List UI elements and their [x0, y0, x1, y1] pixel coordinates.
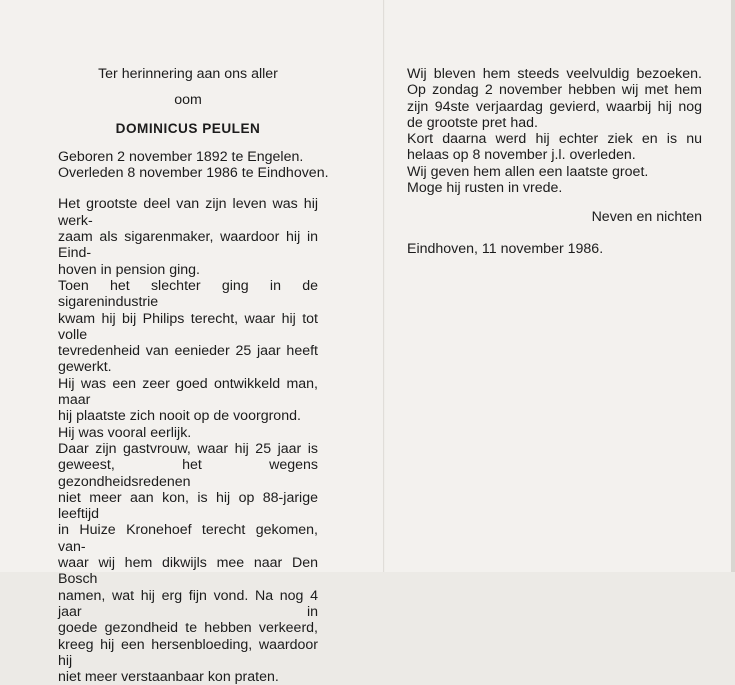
relation-text: oom — [174, 92, 202, 109]
signature: Neven en nichten — [591, 209, 702, 226]
bio-line: kreeg hij een hersenbloeding, waardoor hij — [58, 636, 318, 669]
bio-line: zaam als sigarenmaker, waardoor hij in Eind- — [58, 229, 318, 262]
bio-line: niet meer verstaanbaar kon praten. — [58, 669, 279, 685]
closing-line: Moge hij rusten in vrede. — [407, 180, 563, 197]
place-date: Eindhoven, 11 november 1986. — [407, 240, 604, 257]
closing-line: zijn 94ste verjaardag gevierd, waarbij hij nog — [407, 98, 702, 115]
bio-line: geweest, het wegens gezondheidsredenen — [58, 457, 318, 490]
bio-line: Toen het slechter ging in de sigarenindustrie — [58, 277, 318, 311]
bio-line: gewerkt. — [58, 359, 112, 376]
bio-line: Daar zijn gastvrouw, waar hij 25 jaar is — [58, 440, 318, 457]
died-line: Overleden 8 november 1986 te Eindhoven. — [58, 165, 329, 182]
biography — [58, 196, 318, 685]
bio-line: hij plaatste zich nooit op de voorgrond. — [58, 408, 301, 425]
closing-line: helaas op 8 november j.l. overleden. — [407, 147, 636, 164]
bio-line: in Huize Kronehoef terecht gekomen, van- — [58, 522, 318, 555]
bio-line: Hij was vooral eerlijk. — [58, 424, 192, 441]
closing-line: Op zondag 2 november hebben wij met hem — [407, 82, 702, 99]
bio-line: tevredenheid van eenieder 25 jaar heeft — [58, 343, 318, 360]
bio-line: goede gezondheid te hebben verkeerd, — [58, 620, 318, 637]
closing-line: Kort daarna werd hij echter ziek en is nu — [407, 131, 702, 148]
deceased-name: DOMINICUS PEULEN — [115, 120, 261, 136]
bio-line: kwam hij bij Philips terecht, waar hij tot volle — [58, 310, 318, 343]
life-dates — [58, 148, 329, 182]
left-page — [58, 66, 329, 685]
bio-line: waar wij hem dikwijls mee naar Den Bosch — [58, 555, 318, 588]
right-page — [407, 66, 702, 257]
card-fold — [383, 0, 385, 572]
bio-line: namen, wat hij erg fijn vond. Na nog 4 jaar in — [58, 587, 318, 620]
card-edge — [731, 0, 735, 572]
closing-line: Wij bleven hem steeds veelvuldig bezoeken. — [407, 66, 702, 82]
bio-line: Het grootste deel van zijn leven was hij werk- — [58, 196, 318, 229]
closing-text — [407, 66, 702, 196]
born-line: Geboren 2 november 1892 te Engelen. — [58, 148, 304, 165]
intro-text: Ter herinnering aan ons aller — [98, 66, 278, 82]
bio-line: Hij was een zeer goed ontwikkeld man, maar — [58, 375, 318, 409]
bio-line: niet meer aan kon, is hij op 88-jarige leeftijd — [58, 489, 318, 523]
closing-line: Wij geven hem allen een laatste groet. — [407, 163, 649, 180]
closing-line: de grootste pret had. — [407, 114, 538, 131]
bio-line: hoven in pension ging. — [58, 261, 200, 278]
